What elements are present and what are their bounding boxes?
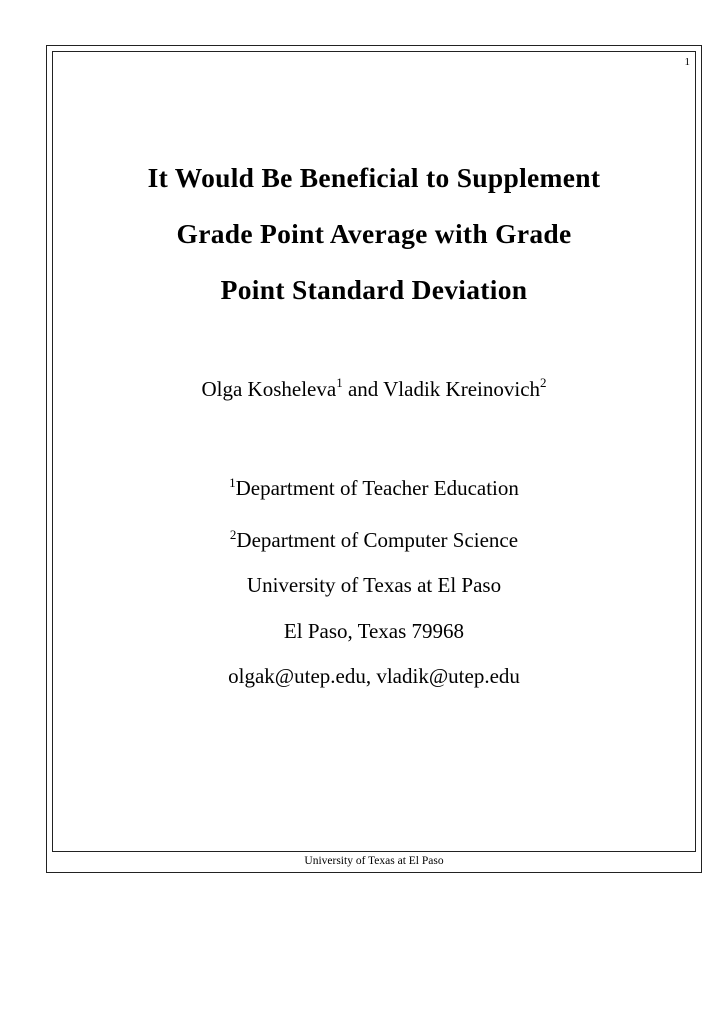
author-conjunction: and <box>342 377 384 401</box>
dept-2-mark: 2 <box>229 526 237 542</box>
affiliation-university: University of Texas at El Paso <box>246 573 502 597</box>
page-title <box>52 150 696 318</box>
title-line-3: Point Standard Deviation <box>220 274 528 305</box>
title-line-2: Grade Point Average with Grade <box>176 218 572 249</box>
author-kreinovich: Vladik Kreinovich <box>383 377 541 401</box>
dept-2-name: Department of Computer Science <box>236 527 519 552</box>
author-2-affil-mark: 2 <box>540 375 547 390</box>
affiliation-dept-1 <box>52 460 696 512</box>
author-line <box>52 376 696 402</box>
page-footer: University of Texas at El Paso <box>304 855 444 867</box>
affiliation-city: El Paso, Texas 79968 <box>283 618 465 643</box>
affiliation-emails: olgak@utep.edu, vladik@utep.edu <box>228 664 520 688</box>
dept-1-name: Department of Teacher Education <box>235 476 519 500</box>
dept-1-mark: 1 <box>229 475 236 490</box>
affiliation-block <box>52 460 696 700</box>
affiliation-dept-2 <box>52 512 696 564</box>
author-1-affil-mark: 1 <box>336 375 343 390</box>
page-number: 1 <box>684 56 690 68</box>
author-kosheleva: Olga Kosheleva <box>201 377 337 401</box>
title-line-1: It Would Be Beneficial to Supplement <box>147 162 601 193</box>
